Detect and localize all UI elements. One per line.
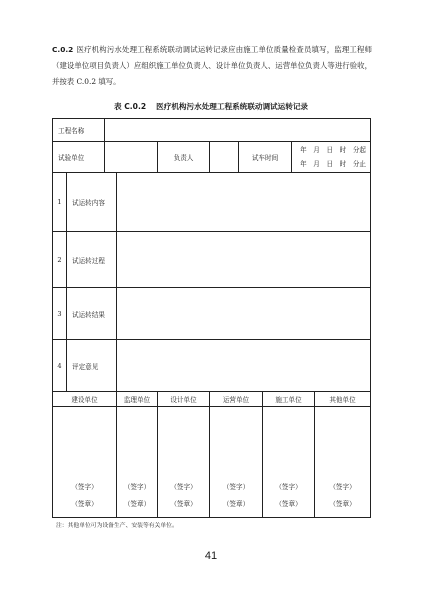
table-number: 表 C.0.2 <box>113 102 147 111</box>
section-label: 试运转过程 <box>67 232 117 288</box>
section-number: 4 <box>53 340 67 392</box>
row-unit-headers <box>53 392 371 407</box>
signature-label: （签字） <box>123 483 151 491</box>
seal-label: （签章） <box>71 500 98 508</box>
row-signatures <box>53 407 371 518</box>
person-in-charge-value[interactable] <box>210 142 239 173</box>
row-section-4 <box>53 340 371 392</box>
seal-label: （签章） <box>275 500 302 508</box>
clause-number: C.0.2 <box>52 45 74 54</box>
seal-label: （签章） <box>123 500 151 508</box>
signature-label: （签字） <box>329 483 356 491</box>
intro-text: 医疗机构污水处理工程系统联动调试运转记录应由施工单位质量检查员填写，监理工程师（建设单位项目负责人）应组织施工单位负责人、设计单位负责人、运营单位负责人等进行验收，并按表 C.0.2 填写。 <box>52 45 372 86</box>
section-content-cell[interactable] <box>117 288 371 340</box>
test-unit-value[interactable] <box>105 142 158 173</box>
section-number: 2 <box>53 232 67 288</box>
seal-label: （签章） <box>329 500 356 508</box>
table-name: 医疗机构污水处理工程系统联动调试运转记录 <box>156 102 309 111</box>
section-number: 1 <box>53 173 67 232</box>
section-label: 评定意见 <box>67 340 117 392</box>
signature-cell[interactable] <box>210 407 263 518</box>
signature-cell[interactable] <box>315 407 371 518</box>
test-time-value[interactable] <box>292 142 371 173</box>
section-content-cell[interactable] <box>117 232 371 288</box>
row-section-2 <box>53 232 371 288</box>
signature-cell[interactable] <box>117 407 158 518</box>
unit-header: 施工单位 <box>263 392 315 407</box>
test-unit-label: 试验单位 <box>53 142 105 173</box>
person-in-charge-label: 负责人 <box>158 142 210 173</box>
section-content-cell[interactable] <box>117 173 371 232</box>
page-number: 41 <box>204 550 218 562</box>
unit-header: 其他单位 <box>315 392 371 407</box>
signature-cell[interactable] <box>158 407 210 518</box>
row-section-3 <box>53 288 371 340</box>
seal-label: （签章） <box>222 500 250 508</box>
unit-header: 运营单位 <box>210 392 263 407</box>
project-name-label: 工程名称 <box>53 119 105 142</box>
row-project-name <box>53 119 371 142</box>
commissioning-record-table <box>52 118 371 518</box>
row-test-info <box>53 142 371 173</box>
end-time-line: 年 月 日 时 分止 <box>300 160 367 168</box>
row-section-1 <box>53 173 371 232</box>
seal-label: （签章） <box>170 500 197 508</box>
section-label: 试运转结果 <box>67 288 117 340</box>
signature-cell[interactable] <box>53 407 117 518</box>
unit-header: 设计单位 <box>158 392 210 407</box>
section-label: 试运转内容 <box>67 173 117 232</box>
signature-label: （签字） <box>170 483 197 491</box>
signature-label: （签字） <box>275 483 302 491</box>
unit-header: 监理单位 <box>117 392 158 407</box>
signature-label: （签字） <box>222 483 250 491</box>
test-time-label: 试车时间 <box>239 142 292 173</box>
project-name-value[interactable] <box>105 119 371 142</box>
signature-label: （签字） <box>71 483 98 491</box>
start-time-line: 年 月 日 时 分起 <box>300 146 367 154</box>
table-title <box>0 101 422 112</box>
section-number: 3 <box>53 288 67 340</box>
section-content-cell[interactable] <box>117 340 371 392</box>
intro-paragraph <box>52 42 372 90</box>
unit-header: 建设单位 <box>53 392 117 407</box>
table-note: 注：其他单位可为设备生产、安装等有关单位。 <box>56 523 178 529</box>
signature-cell[interactable] <box>263 407 315 518</box>
